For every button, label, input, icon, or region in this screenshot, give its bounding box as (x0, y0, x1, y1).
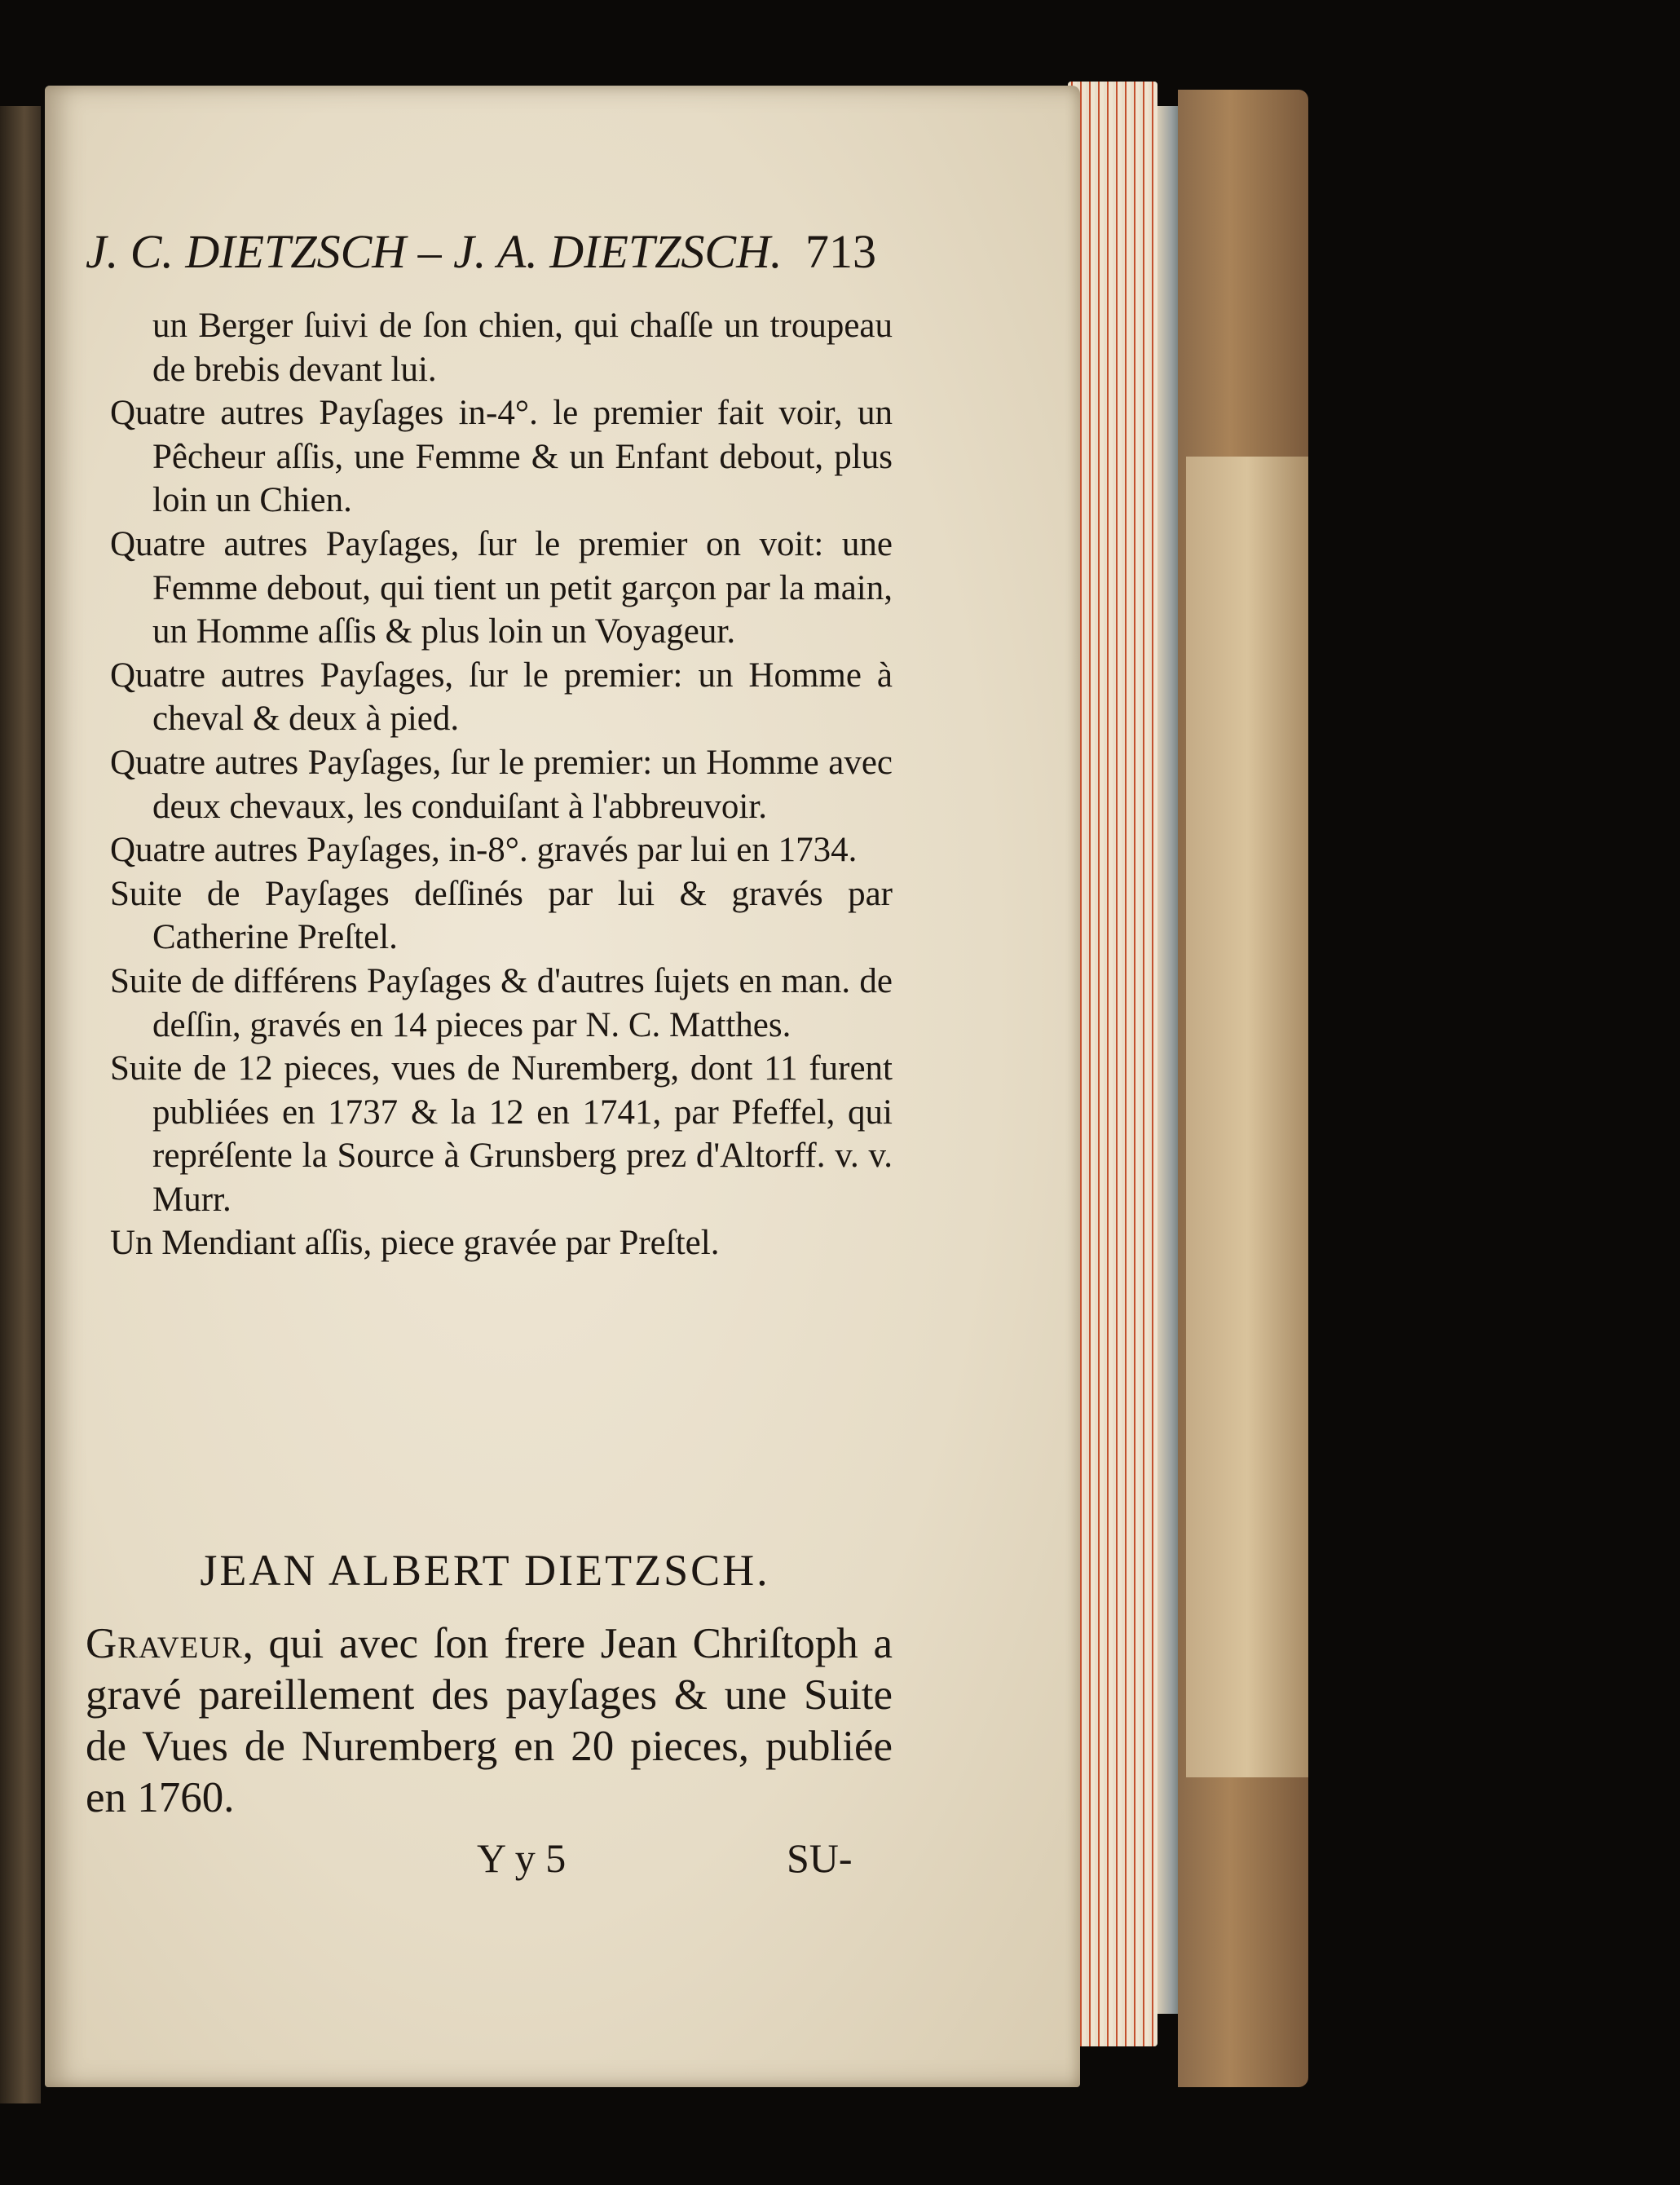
list-item: Quatre autres Payſages, ſur le premier: un Homme à cheval & deux à pied. (110, 656, 893, 739)
list-item: Quatre autres Payſages in-4°. le premier fait voir, un Pêcheur aſſis, une Femme & un Enfant debout, plus loin un Chien. (110, 394, 893, 520)
paragraph-body: , qui avec ſon frere Jean Chriſtoph a gravé pareillement des payſages & une Suite de Vues de Nuremberg en 20 pieces, publiée en 1760. (86, 1620, 893, 1821)
running-title: J. C. DIETZSCH – J. A. DIETZSCH. (86, 225, 783, 278)
cover-paper-band (1186, 457, 1308, 1777)
page-stack-edge (1157, 106, 1178, 2014)
list-item: Suite de différens Payſages & d'autres ſujets en man. de deſſin, gravés en 14 pieces par N. C. Matthes. (110, 961, 893, 1044)
page-footer (45, 1834, 925, 1891)
list-item: Quatre autres Payſages, ſur le premier on voit: une Femme debout, qui tient un petit garçon par la main, un Homme aſſis & plus loin un Voyageur. (110, 524, 893, 651)
biography-paragraph (86, 1618, 893, 1824)
section-title: JEAN ALBERT DIETZSCH. (200, 1546, 770, 1595)
entry-list (110, 304, 893, 1265)
list-item: Quatre autres Payſages, ſur le premier: un Homme avec deux chevaux, les conduiſant à l'abbreuvoir. (110, 743, 893, 826)
catchword: SU- (787, 1835, 853, 1881)
left-page-edge (0, 106, 41, 2103)
page-text (45, 86, 1080, 2087)
list-item: un Berger ſuivi de ſon chien, qui chaſſe un troupeau de brebis devant lui. (152, 307, 893, 389)
red-page-edges (1068, 82, 1157, 2046)
page-number: 713 (805, 225, 876, 278)
list-item: Un Mendiant aſſis, piece gravée par Preſtel. (110, 1224, 720, 1263)
lead-word: Graveur (86, 1620, 243, 1667)
list-item: Quatre autres Payſages, in-8°. gravés par lui en 1734. (110, 831, 858, 870)
running-header (86, 224, 876, 289)
list-item: Suite de 12 pieces, vues de Nuremberg, dont 11 furent publiées en 1737 & la 12 en 1741, par Pfeffel, qui repréſente la Source à Grunsberg prez d'Altorff. v. v. Murr. (110, 1049, 893, 1219)
list-item: Suite de Payſages deſſinés par lui & gravés par Catherine Preſtel. (110, 874, 893, 957)
signature-mark: Y y 5 (477, 1835, 567, 1881)
